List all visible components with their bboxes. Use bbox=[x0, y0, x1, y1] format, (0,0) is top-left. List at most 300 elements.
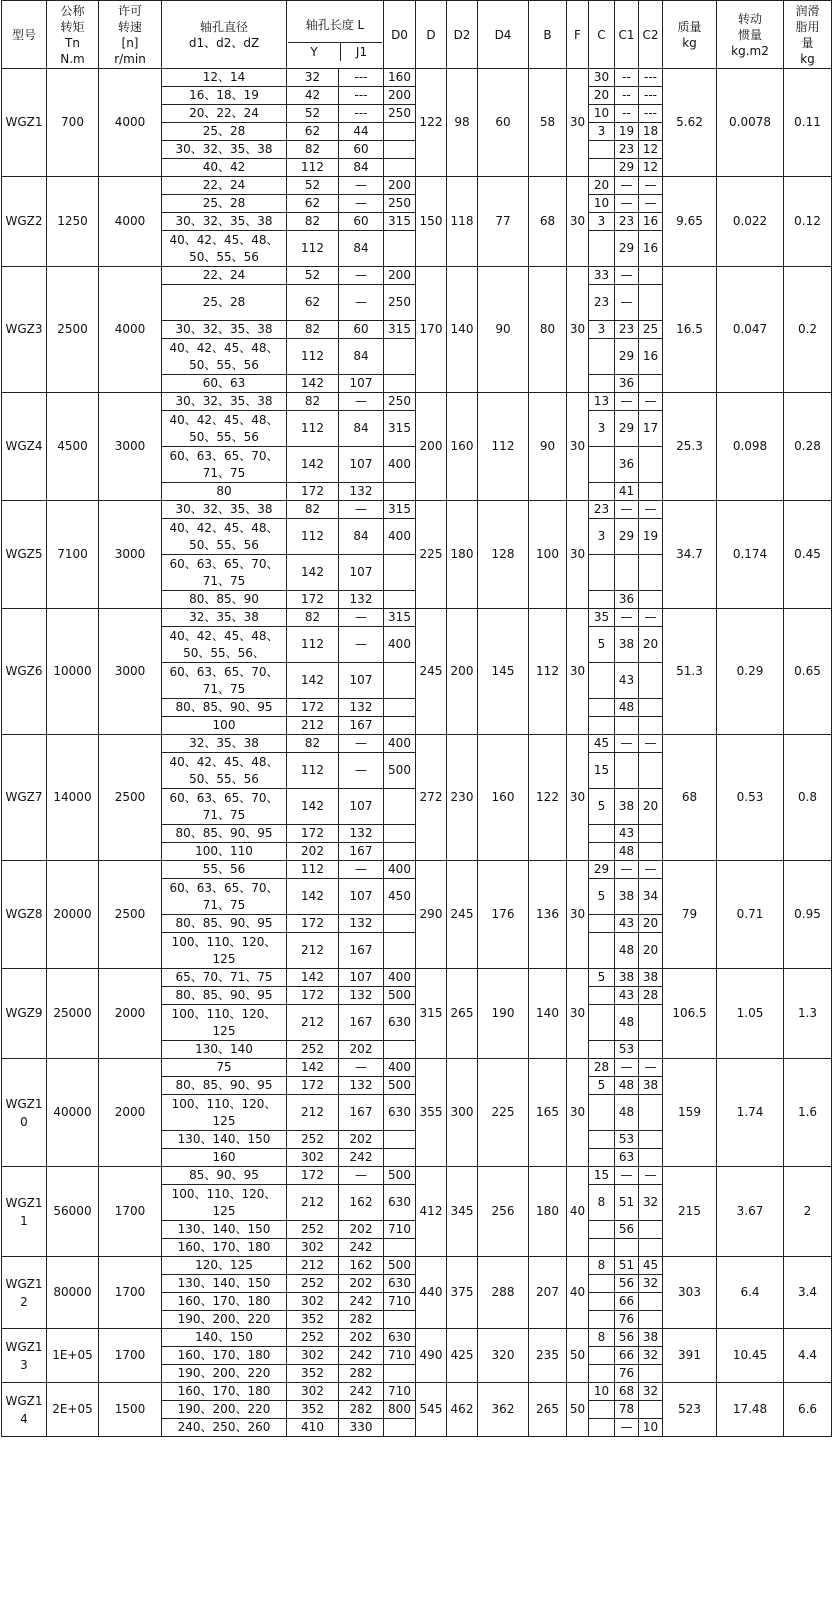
speed-cell: 2000 bbox=[99, 969, 162, 1059]
bore-length-j1-cell: 132 bbox=[339, 699, 384, 717]
bore-length-j1-cell: 84 bbox=[339, 519, 384, 555]
speed-cell: 4000 bbox=[99, 177, 162, 267]
bore-length-y-cell: 42 bbox=[287, 87, 339, 105]
d0-cell: 400 bbox=[384, 447, 416, 483]
c1-cell: 66 bbox=[615, 1347, 639, 1365]
bore-length-j1-cell: 162 bbox=[339, 1185, 384, 1221]
c2-cell bbox=[639, 1221, 663, 1239]
inertia-cell: 0.53 bbox=[717, 735, 784, 861]
header-d0: D0 bbox=[384, 1, 416, 69]
c-cell: 30 bbox=[589, 69, 615, 87]
c2-cell: 32 bbox=[639, 1383, 663, 1401]
bore-length-j1-cell: 107 bbox=[339, 555, 384, 591]
c1-cell: 53 bbox=[615, 1041, 639, 1059]
header-bore-length-j1: J1 bbox=[355, 45, 368, 59]
header-bore-diameter: 轴孔直径 d1、d2、dZ bbox=[162, 1, 287, 69]
bore-diameter-cell: 160、170、180 bbox=[162, 1239, 287, 1257]
d4-cell: 90 bbox=[478, 267, 529, 393]
c2-cell: — bbox=[639, 1059, 663, 1077]
bore-length-j1-cell: 60 bbox=[339, 141, 384, 159]
inertia-cell: 0.047 bbox=[717, 267, 784, 393]
header-b: B bbox=[529, 1, 567, 69]
d-cell: 225 bbox=[416, 501, 447, 609]
torque-cell: 14000 bbox=[47, 735, 99, 861]
c1-cell: 29 bbox=[615, 231, 639, 267]
c-cell: 23 bbox=[589, 285, 615, 321]
c1-cell: 51 bbox=[615, 1257, 639, 1275]
bore-length-y-cell: 52 bbox=[287, 105, 339, 123]
f-cell: 30 bbox=[567, 393, 589, 501]
d0-cell bbox=[384, 1131, 416, 1149]
d-cell: 545 bbox=[416, 1383, 447, 1437]
torque-cell: 1250 bbox=[47, 177, 99, 267]
grease-cell: 2 bbox=[784, 1167, 832, 1257]
c1-cell: 48 bbox=[615, 933, 639, 969]
d-cell: 290 bbox=[416, 861, 447, 969]
c1-cell: 38 bbox=[615, 969, 639, 987]
d0-cell: 315 bbox=[384, 411, 416, 447]
bore-length-j1-cell: 282 bbox=[339, 1401, 384, 1419]
c-cell: 8 bbox=[589, 1329, 615, 1347]
d0-cell: 250 bbox=[384, 105, 416, 123]
bore-length-y-cell: 82 bbox=[287, 735, 339, 753]
f-cell: 30 bbox=[567, 609, 589, 735]
table-row bbox=[2, 69, 832, 87]
inertia-cell: 0.29 bbox=[717, 609, 784, 735]
c-cell: 45 bbox=[589, 735, 615, 753]
c2-cell: — bbox=[639, 195, 663, 213]
mass-cell: 523 bbox=[663, 1383, 717, 1437]
bore-diameter-cell: 160、170、180 bbox=[162, 1293, 287, 1311]
bore-diameter-cell: 40、42、45、48、50、55、56 bbox=[162, 519, 287, 555]
b-cell: 100 bbox=[529, 501, 567, 609]
bore-diameter-cell: 100、110、120、125 bbox=[162, 933, 287, 969]
d-cell: 122 bbox=[416, 69, 447, 177]
d-cell: 245 bbox=[416, 609, 447, 735]
bore-diameter-cell: 40、42 bbox=[162, 159, 287, 177]
bore-length-y-cell: 82 bbox=[287, 141, 339, 159]
c2-cell: 16 bbox=[639, 231, 663, 267]
d0-cell: 500 bbox=[384, 1077, 416, 1095]
bore-length-j1-cell: 132 bbox=[339, 825, 384, 843]
d-cell: 440 bbox=[416, 1257, 447, 1329]
c2-cell bbox=[639, 1293, 663, 1311]
table-row bbox=[2, 1257, 832, 1275]
d4-cell: 320 bbox=[478, 1329, 529, 1383]
bore-length-y-cell: 302 bbox=[287, 1347, 339, 1365]
d0-cell: 630 bbox=[384, 1329, 416, 1347]
c-cell bbox=[589, 1365, 615, 1383]
bore-diameter-cell: 160、170、180 bbox=[162, 1347, 287, 1365]
table-row bbox=[2, 609, 832, 627]
header-mass: 质量 kg bbox=[663, 1, 717, 69]
d4-cell: 256 bbox=[478, 1167, 529, 1257]
f-cell: 50 bbox=[567, 1383, 589, 1437]
speed-cell: 3000 bbox=[99, 501, 162, 609]
bore-diameter-cell: 60、63、65、70、71、75 bbox=[162, 789, 287, 825]
mass-cell: 25.3 bbox=[663, 393, 717, 501]
c2-cell bbox=[639, 447, 663, 483]
d0-cell bbox=[384, 789, 416, 825]
d4-cell: 145 bbox=[478, 609, 529, 735]
bore-length-j1-cell: --- bbox=[339, 87, 384, 105]
speed-cell: 3000 bbox=[99, 393, 162, 501]
f-cell: 30 bbox=[567, 969, 589, 1059]
d4-cell: 128 bbox=[478, 501, 529, 609]
bore-length-j1-cell: — bbox=[339, 1059, 384, 1077]
torque-cell: 2E+05 bbox=[47, 1383, 99, 1437]
mass-cell: 68 bbox=[663, 735, 717, 861]
bore-diameter-cell: 32、35、38 bbox=[162, 735, 287, 753]
c-cell: 3 bbox=[589, 519, 615, 555]
speed-cell: 2000 bbox=[99, 1059, 162, 1167]
header-d2: D2 bbox=[447, 1, 478, 69]
d4-cell: 288 bbox=[478, 1257, 529, 1329]
c1-cell: 56 bbox=[615, 1329, 639, 1347]
c1-cell: — bbox=[615, 285, 639, 321]
table-row bbox=[2, 969, 832, 987]
c-cell bbox=[589, 987, 615, 1005]
bore-length-y-cell: 352 bbox=[287, 1311, 339, 1329]
bore-diameter-cell: 120、125 bbox=[162, 1257, 287, 1275]
d0-cell bbox=[384, 843, 416, 861]
coupling-spec-table bbox=[1, 0, 832, 1437]
c-cell bbox=[589, 375, 615, 393]
c2-cell: 32 bbox=[639, 1347, 663, 1365]
model-cell: WGZ13 bbox=[2, 1329, 47, 1383]
d0-cell: 400 bbox=[384, 519, 416, 555]
bore-diameter-cell: 80、85、90、95 bbox=[162, 915, 287, 933]
bore-length-j1-cell: 202 bbox=[339, 1275, 384, 1293]
d2-cell: 118 bbox=[447, 177, 478, 267]
bore-length-y-cell: 62 bbox=[287, 285, 339, 321]
c1-cell: 78 bbox=[615, 1401, 639, 1419]
c2-cell bbox=[639, 843, 663, 861]
c-cell bbox=[589, 1275, 615, 1293]
c-cell bbox=[589, 1239, 615, 1257]
c1-cell: — bbox=[615, 735, 639, 753]
bore-length-j1-cell: — bbox=[339, 177, 384, 195]
bore-length-y-cell: 142 bbox=[287, 555, 339, 591]
b-cell: 90 bbox=[529, 393, 567, 501]
d0-cell: 630 bbox=[384, 1185, 416, 1221]
bore-length-j1-cell: 202 bbox=[339, 1131, 384, 1149]
bore-length-y-cell: 112 bbox=[287, 339, 339, 375]
d0-cell: 315 bbox=[384, 609, 416, 627]
bore-diameter-cell: 75 bbox=[162, 1059, 287, 1077]
bore-length-j1-cell: 242 bbox=[339, 1293, 384, 1311]
bore-length-j1-cell: 282 bbox=[339, 1365, 384, 1383]
c1-cell: 38 bbox=[615, 789, 639, 825]
bore-diameter-cell: 60、63、65、70、71、75 bbox=[162, 879, 287, 915]
c1-cell: 53 bbox=[615, 1131, 639, 1149]
bore-diameter-cell: 40、42、45、48、50、55、56 bbox=[162, 411, 287, 447]
c2-cell: 20 bbox=[639, 933, 663, 969]
bore-length-j1-cell: 60 bbox=[339, 321, 384, 339]
bore-length-y-cell: 142 bbox=[287, 789, 339, 825]
bore-length-y-cell: 212 bbox=[287, 1185, 339, 1221]
d2-cell: 462 bbox=[447, 1383, 478, 1437]
torque-cell: 56000 bbox=[47, 1167, 99, 1257]
torque-cell: 1E+05 bbox=[47, 1329, 99, 1383]
d0-cell: 315 bbox=[384, 501, 416, 519]
c1-cell: 56 bbox=[615, 1275, 639, 1293]
c-cell: 33 bbox=[589, 267, 615, 285]
d0-cell: 400 bbox=[384, 969, 416, 987]
grease-cell: 0.28 bbox=[784, 393, 832, 501]
b-cell: 68 bbox=[529, 177, 567, 267]
header-c1: C1 bbox=[615, 1, 639, 69]
d0-cell: 710 bbox=[384, 1347, 416, 1365]
c2-cell: 20 bbox=[639, 789, 663, 825]
d0-cell bbox=[384, 375, 416, 393]
bore-length-j1-cell: 107 bbox=[339, 663, 384, 699]
c2-cell: 16 bbox=[639, 339, 663, 375]
b-cell: 80 bbox=[529, 267, 567, 393]
d0-cell: 200 bbox=[384, 177, 416, 195]
bore-diameter-cell: 100、110、120、125 bbox=[162, 1185, 287, 1221]
c1-cell: -- bbox=[615, 105, 639, 123]
bore-length-y-cell: 172 bbox=[287, 699, 339, 717]
b-cell: 165 bbox=[529, 1059, 567, 1167]
c2-cell bbox=[639, 555, 663, 591]
f-cell: 30 bbox=[567, 267, 589, 393]
d2-cell: 245 bbox=[447, 861, 478, 969]
c2-cell bbox=[639, 483, 663, 501]
bore-diameter-cell: 60、63、65、70、71、75 bbox=[162, 447, 287, 483]
c-cell bbox=[589, 933, 615, 969]
d0-cell bbox=[384, 825, 416, 843]
c1-cell: 23 bbox=[615, 321, 639, 339]
bore-diameter-cell: 240、250、260 bbox=[162, 1419, 287, 1437]
f-cell: 30 bbox=[567, 861, 589, 969]
bore-diameter-cell: 190、200、220 bbox=[162, 1365, 287, 1383]
d0-cell: 500 bbox=[384, 753, 416, 789]
d-cell: 355 bbox=[416, 1059, 447, 1167]
inertia-cell: 1.05 bbox=[717, 969, 784, 1059]
c-cell: 8 bbox=[589, 1185, 615, 1221]
inertia-cell: 0.022 bbox=[717, 177, 784, 267]
bore-length-j1-cell: 107 bbox=[339, 447, 384, 483]
table-row bbox=[2, 393, 832, 411]
bore-length-j1-cell: 167 bbox=[339, 717, 384, 735]
bore-length-y-cell: 142 bbox=[287, 879, 339, 915]
c2-cell bbox=[639, 1095, 663, 1131]
f-cell: 30 bbox=[567, 1059, 589, 1167]
c2-cell bbox=[639, 1131, 663, 1149]
f-cell: 30 bbox=[567, 735, 589, 861]
d0-cell: 630 bbox=[384, 1095, 416, 1131]
bore-diameter-cell: 40、42、45、48、50、55、56 bbox=[162, 339, 287, 375]
c2-cell bbox=[639, 375, 663, 393]
bore-length-j1-cell: 84 bbox=[339, 231, 384, 267]
d0-cell: 400 bbox=[384, 627, 416, 663]
bore-length-y-cell: 142 bbox=[287, 969, 339, 987]
model-cell: WGZ11 bbox=[2, 1167, 47, 1257]
torque-cell: 20000 bbox=[47, 861, 99, 969]
header-row bbox=[2, 1, 832, 69]
model-cell: WGZ5 bbox=[2, 501, 47, 609]
c2-cell: 38 bbox=[639, 1329, 663, 1347]
bore-diameter-cell: 130、140、150 bbox=[162, 1131, 287, 1149]
bore-diameter-cell: 80、85、90 bbox=[162, 591, 287, 609]
bore-length-j1-cell: 167 bbox=[339, 933, 384, 969]
c1-cell: — bbox=[615, 1167, 639, 1185]
c-cell: 35 bbox=[589, 609, 615, 627]
bore-length-j1-cell: 167 bbox=[339, 1095, 384, 1131]
bore-diameter-cell: 80、85、90、95 bbox=[162, 825, 287, 843]
c1-cell: 36 bbox=[615, 447, 639, 483]
bore-length-j1-cell: — bbox=[339, 627, 384, 663]
c1-cell: 63 bbox=[615, 1149, 639, 1167]
inertia-cell: 3.67 bbox=[717, 1167, 784, 1257]
f-cell: 50 bbox=[567, 1329, 589, 1383]
table-row bbox=[2, 267, 832, 285]
c-cell bbox=[589, 843, 615, 861]
c1-cell: 19 bbox=[615, 123, 639, 141]
d0-cell: 315 bbox=[384, 213, 416, 231]
grease-cell: 6.6 bbox=[784, 1383, 832, 1437]
c-cell bbox=[589, 1095, 615, 1131]
d0-cell bbox=[384, 1239, 416, 1257]
d0-cell bbox=[384, 1365, 416, 1383]
model-cell: WGZ4 bbox=[2, 393, 47, 501]
c2-cell: 12 bbox=[639, 159, 663, 177]
header-bore-length: 轴孔长度 L Y J1 bbox=[287, 1, 384, 69]
bore-diameter-cell: 130、140 bbox=[162, 1041, 287, 1059]
bore-length-j1-cell: 282 bbox=[339, 1311, 384, 1329]
c2-cell bbox=[639, 753, 663, 789]
d0-cell bbox=[384, 555, 416, 591]
c-cell bbox=[589, 1149, 615, 1167]
mass-cell: 5.62 bbox=[663, 69, 717, 177]
bore-length-y-cell: 252 bbox=[287, 1131, 339, 1149]
bore-length-y-cell: 302 bbox=[287, 1383, 339, 1401]
bore-diameter-cell: 100、110、120、125 bbox=[162, 1005, 287, 1041]
f-cell: 30 bbox=[567, 69, 589, 177]
c2-cell: 19 bbox=[639, 519, 663, 555]
f-cell: 30 bbox=[567, 501, 589, 609]
b-cell: 122 bbox=[529, 735, 567, 861]
header-grease: 润滑 脂用 量 kg bbox=[784, 1, 832, 69]
bore-length-j1-cell: 84 bbox=[339, 339, 384, 375]
bore-diameter-cell: 80、85、90、95 bbox=[162, 987, 287, 1005]
bore-length-y-cell: 62 bbox=[287, 195, 339, 213]
bore-diameter-cell: 16、18、19 bbox=[162, 87, 287, 105]
mass-cell: 391 bbox=[663, 1329, 717, 1383]
c-cell bbox=[589, 699, 615, 717]
torque-cell: 25000 bbox=[47, 969, 99, 1059]
c1-cell: 23 bbox=[615, 141, 639, 159]
header-torque: 公称 转矩 Tn N.m bbox=[47, 1, 99, 69]
b-cell: 112 bbox=[529, 609, 567, 735]
bore-diameter-cell: 25、28 bbox=[162, 285, 287, 321]
bore-length-y-cell: 142 bbox=[287, 447, 339, 483]
d0-cell: 400 bbox=[384, 735, 416, 753]
d4-cell: 60 bbox=[478, 69, 529, 177]
bore-diameter-cell: 30、32、35、38 bbox=[162, 393, 287, 411]
header-f: F bbox=[567, 1, 589, 69]
c-cell bbox=[589, 141, 615, 159]
bore-diameter-cell: 100、110 bbox=[162, 843, 287, 861]
c1-cell: — bbox=[615, 861, 639, 879]
d0-cell: 500 bbox=[384, 1167, 416, 1185]
bore-length-j1-cell: 242 bbox=[339, 1239, 384, 1257]
bore-length-j1-cell: --- bbox=[339, 69, 384, 87]
d0-cell: 630 bbox=[384, 1275, 416, 1293]
c2-cell bbox=[639, 1401, 663, 1419]
model-cell: WGZ2 bbox=[2, 177, 47, 267]
c-cell bbox=[589, 555, 615, 591]
model-cell: WGZ6 bbox=[2, 609, 47, 735]
c1-cell: 29 bbox=[615, 519, 639, 555]
c1-cell: -- bbox=[615, 87, 639, 105]
mass-cell: 106.5 bbox=[663, 969, 717, 1059]
c2-cell: --- bbox=[639, 69, 663, 87]
c1-cell: 38 bbox=[615, 627, 639, 663]
d2-cell: 425 bbox=[447, 1329, 478, 1383]
speed-cell: 1500 bbox=[99, 1383, 162, 1437]
mass-cell: 79 bbox=[663, 861, 717, 969]
c2-cell: — bbox=[639, 609, 663, 627]
bore-length-y-cell: 112 bbox=[287, 231, 339, 267]
bore-diameter-cell: 160、170、180 bbox=[162, 1383, 287, 1401]
table-row bbox=[2, 1329, 832, 1347]
bore-length-j1-cell: 202 bbox=[339, 1221, 384, 1239]
bore-length-y-cell: 52 bbox=[287, 267, 339, 285]
mass-cell: 51.3 bbox=[663, 609, 717, 735]
bore-length-y-cell: 252 bbox=[287, 1275, 339, 1293]
bore-diameter-cell: 25、28 bbox=[162, 123, 287, 141]
inertia-cell: 17.48 bbox=[717, 1383, 784, 1437]
bore-length-j1-cell: — bbox=[339, 501, 384, 519]
c1-cell: — bbox=[615, 195, 639, 213]
bore-length-y-cell: 172 bbox=[287, 483, 339, 501]
d0-cell bbox=[384, 699, 416, 717]
c1-cell: 68 bbox=[615, 1383, 639, 1401]
torque-cell: 40000 bbox=[47, 1059, 99, 1167]
c2-cell bbox=[639, 267, 663, 285]
c2-cell: --- bbox=[639, 105, 663, 123]
f-cell: 40 bbox=[567, 1257, 589, 1329]
d0-cell: 500 bbox=[384, 987, 416, 1005]
d2-cell: 200 bbox=[447, 609, 478, 735]
d0-cell: 710 bbox=[384, 1383, 416, 1401]
d0-cell: 250 bbox=[384, 393, 416, 411]
bore-length-j1-cell: 132 bbox=[339, 987, 384, 1005]
bore-diameter-cell: 60、63、65、70、71、75 bbox=[162, 663, 287, 699]
model-cell: WGZ12 bbox=[2, 1257, 47, 1329]
d0-cell bbox=[384, 141, 416, 159]
d2-cell: 180 bbox=[447, 501, 478, 609]
speed-cell: 1700 bbox=[99, 1257, 162, 1329]
b-cell: 58 bbox=[529, 69, 567, 177]
bore-length-j1-cell: 132 bbox=[339, 1077, 384, 1095]
bore-length-j1-cell: 162 bbox=[339, 1257, 384, 1275]
c1-cell: 29 bbox=[615, 159, 639, 177]
bore-diameter-cell: 80、85、90、95 bbox=[162, 1077, 287, 1095]
grease-cell: 0.11 bbox=[784, 69, 832, 177]
bore-length-j1-cell: — bbox=[339, 195, 384, 213]
d4-cell: 77 bbox=[478, 177, 529, 267]
mass-cell: 303 bbox=[663, 1257, 717, 1329]
torque-cell: 7100 bbox=[47, 501, 99, 609]
c-cell bbox=[589, 447, 615, 483]
bore-length-y-cell: 172 bbox=[287, 591, 339, 609]
bore-length-y-cell: 112 bbox=[287, 627, 339, 663]
d0-cell bbox=[384, 915, 416, 933]
bore-diameter-cell: 85、90、95 bbox=[162, 1167, 287, 1185]
